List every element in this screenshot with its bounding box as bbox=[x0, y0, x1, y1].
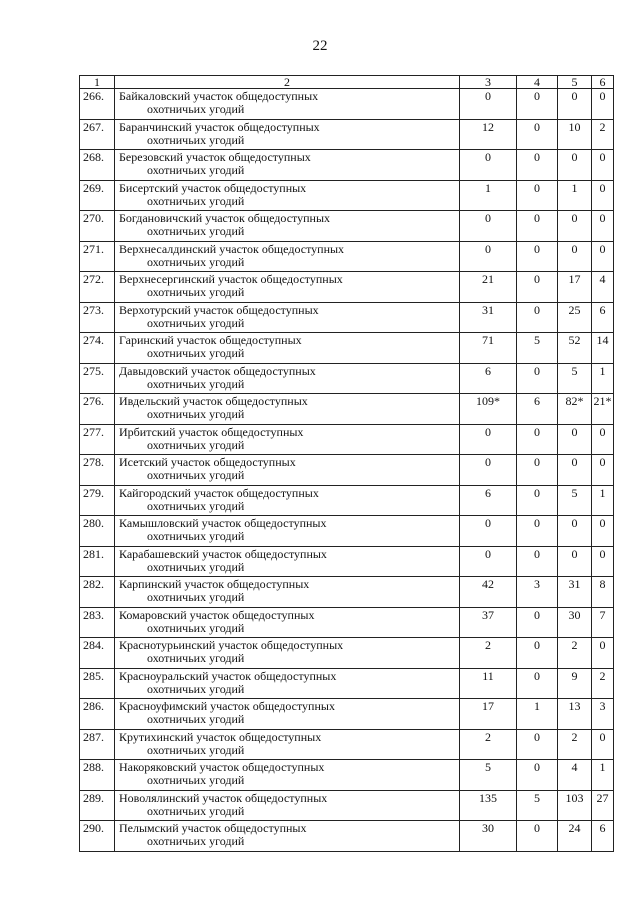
area-name-cell bbox=[115, 638, 460, 669]
value-cell-c4: 0 bbox=[517, 638, 558, 669]
value-cell-c5: 0 bbox=[558, 546, 592, 577]
value-cell-c4: 5 bbox=[517, 333, 558, 364]
value-cell-c5: 17 bbox=[558, 272, 592, 303]
value-cell-c4: 5 bbox=[517, 790, 558, 821]
area-name-line-2: охотничьих угодий bbox=[147, 803, 245, 818]
value-cell-c3: 31 bbox=[460, 302, 517, 333]
value-cell-c6: 2 bbox=[592, 119, 614, 150]
row-number-cell: 282. bbox=[80, 577, 115, 608]
area-name-line-2: охотничьих угодий bbox=[147, 559, 245, 574]
row-number-cell: 277. bbox=[80, 424, 115, 455]
row-number-cell: 284. bbox=[80, 638, 115, 669]
value-cell-c3: 11 bbox=[460, 668, 517, 699]
area-name-line-2: охотничьих угодий bbox=[147, 773, 245, 787]
column-header: 6 bbox=[592, 76, 614, 89]
area-name-line-1: Богдановичский участок общедоступных bbox=[119, 211, 331, 225]
value-cell-c6: 0 bbox=[592, 638, 614, 669]
area-name-line-2: охотничьих угодий bbox=[147, 346, 245, 360]
value-cell-c4: 0 bbox=[517, 211, 558, 242]
table-row bbox=[80, 668, 614, 699]
table-row bbox=[80, 699, 614, 730]
value-cell-c6: 0 bbox=[592, 211, 614, 242]
row-number-cell: 269. bbox=[80, 180, 115, 211]
table-row bbox=[80, 89, 614, 120]
value-cell-c6: 6 bbox=[592, 302, 614, 333]
value-cell-c4: 0 bbox=[517, 516, 558, 547]
value-cell-c6: 3 bbox=[592, 699, 614, 730]
area-name-line-1: Комаровский участок общедоступных bbox=[119, 607, 315, 622]
value-cell-c4: 3 bbox=[517, 577, 558, 608]
area-name-line-1: Байкаловский участок общедоступных bbox=[119, 89, 319, 103]
value-cell-c6: 27 bbox=[592, 790, 614, 821]
value-cell-c5: 4 bbox=[558, 760, 592, 791]
value-cell-c6: 14 bbox=[592, 333, 614, 364]
value-cell-c5: 13 bbox=[558, 699, 592, 730]
area-name-cell bbox=[115, 89, 460, 120]
value-cell-c5: 0 bbox=[558, 241, 592, 272]
row-number-cell: 290. bbox=[80, 821, 115, 852]
table-row bbox=[80, 211, 614, 242]
column-header: 5 bbox=[558, 76, 592, 89]
value-cell-c6: 0 bbox=[592, 424, 614, 455]
area-name-cell bbox=[115, 546, 460, 577]
value-cell-c3: 2 bbox=[460, 638, 517, 669]
hunting-grounds-table-container bbox=[79, 75, 613, 852]
value-cell-c5: 103 bbox=[558, 790, 592, 821]
column-header: 3 bbox=[460, 76, 517, 89]
table-row bbox=[80, 516, 614, 547]
area-name-cell bbox=[115, 790, 460, 821]
value-cell-c4: 0 bbox=[517, 546, 558, 577]
area-name-cell bbox=[115, 760, 460, 791]
value-cell-c4: 0 bbox=[517, 607, 558, 638]
table-header-row bbox=[80, 76, 614, 89]
area-name-line-1: Крутихинский участок общедоступных bbox=[119, 729, 322, 744]
value-cell-c4: 0 bbox=[517, 180, 558, 211]
area-name-cell bbox=[115, 699, 460, 730]
value-cell-c4: 0 bbox=[517, 455, 558, 486]
table-row bbox=[80, 272, 614, 303]
value-cell-c3: 1 bbox=[460, 180, 517, 211]
row-number-cell: 268. bbox=[80, 150, 115, 181]
table-row bbox=[80, 241, 614, 272]
area-name-cell bbox=[115, 821, 460, 852]
area-name-cell bbox=[115, 241, 460, 272]
area-name-line-1: Баранчинский участок общедоступных bbox=[119, 119, 320, 134]
area-name-line-1: Исетский участок общедоступных bbox=[119, 455, 296, 469]
area-name-cell bbox=[115, 333, 460, 364]
area-name-cell bbox=[115, 394, 460, 425]
row-number-cell: 289. bbox=[80, 790, 115, 821]
value-cell-c3: 109* bbox=[460, 394, 517, 425]
value-cell-c5: 82* bbox=[558, 394, 592, 425]
row-number-cell: 285. bbox=[80, 668, 115, 699]
area-name-cell bbox=[115, 363, 460, 394]
row-number-cell: 280. bbox=[80, 516, 115, 547]
table-row bbox=[80, 119, 614, 150]
area-name-line-1: Верхотурский участок общедоступных bbox=[119, 302, 319, 317]
area-name-line-1: Бисертский участок общедоступных bbox=[119, 180, 307, 195]
value-cell-c3: 0 bbox=[460, 89, 517, 120]
value-cell-c5: 52 bbox=[558, 333, 592, 364]
value-cell-c4: 0 bbox=[517, 241, 558, 272]
table-body bbox=[80, 89, 614, 852]
area-name-cell bbox=[115, 455, 460, 486]
area-name-line-2: охотничьих угодий bbox=[147, 315, 245, 330]
row-number-cell: 279. bbox=[80, 485, 115, 516]
area-name-cell bbox=[115, 180, 460, 211]
value-cell-c4: 6 bbox=[517, 394, 558, 425]
area-name-cell bbox=[115, 211, 460, 242]
value-cell-c3: 21 bbox=[460, 272, 517, 303]
area-name-line-1: Красноуфимский участок общедоступных bbox=[119, 699, 335, 713]
value-cell-c3: 12 bbox=[460, 119, 517, 150]
value-cell-c5: 0 bbox=[558, 455, 592, 486]
area-name-line-2: охотничьих угодий bbox=[147, 681, 245, 696]
value-cell-c3: 2 bbox=[460, 729, 517, 760]
row-number-cell: 287. bbox=[80, 729, 115, 760]
area-name-line-2: охотничьих угодий bbox=[147, 285, 245, 299]
row-number-cell: 273. bbox=[80, 302, 115, 333]
area-name-line-2: охотничьих угодий bbox=[147, 651, 245, 665]
value-cell-c4: 0 bbox=[517, 485, 558, 516]
area-name-cell bbox=[115, 668, 460, 699]
table-row bbox=[80, 424, 614, 455]
table-row bbox=[80, 821, 614, 852]
value-cell-c5: 0 bbox=[558, 89, 592, 120]
area-name-line-2: охотничьих угодий bbox=[147, 224, 245, 238]
value-cell-c6: 0 bbox=[592, 546, 614, 577]
table-row bbox=[80, 607, 614, 638]
area-name-line-1: Накоряковский участок общедоступных bbox=[119, 760, 325, 774]
value-cell-c4: 0 bbox=[517, 302, 558, 333]
area-name-line-2: охотничьих угодий bbox=[147, 468, 245, 482]
area-name-cell bbox=[115, 607, 460, 638]
value-cell-c6: 1 bbox=[592, 363, 614, 394]
table-row bbox=[80, 302, 614, 333]
value-cell-c6: 8 bbox=[592, 577, 614, 608]
row-number-cell: 286. bbox=[80, 699, 115, 730]
value-cell-c5: 30 bbox=[558, 607, 592, 638]
area-name-cell bbox=[115, 272, 460, 303]
value-cell-c5: 0 bbox=[558, 211, 592, 242]
area-name-line-1: Красноуральский участок общедоступных bbox=[119, 668, 337, 683]
value-cell-c5: 0 bbox=[558, 516, 592, 547]
value-cell-c6: 0 bbox=[592, 729, 614, 760]
row-number-cell: 270. bbox=[80, 211, 115, 242]
value-cell-c5: 10 bbox=[558, 119, 592, 150]
value-cell-c4: 0 bbox=[517, 760, 558, 791]
area-name-line-2: охотничьих угодий bbox=[147, 834, 245, 848]
value-cell-c4: 0 bbox=[517, 668, 558, 699]
row-number-cell: 278. bbox=[80, 455, 115, 486]
area-name-cell bbox=[115, 485, 460, 516]
value-cell-c5: 1 bbox=[558, 180, 592, 211]
row-number-cell: 288. bbox=[80, 760, 115, 791]
value-cell-c3: 30 bbox=[460, 821, 517, 852]
value-cell-c6: 1 bbox=[592, 760, 614, 791]
value-cell-c4: 0 bbox=[517, 119, 558, 150]
value-cell-c5: 25 bbox=[558, 302, 592, 333]
value-cell-c3: 0 bbox=[460, 516, 517, 547]
area-name-line-2: охотничьих угодий bbox=[147, 132, 245, 147]
area-name-line-2: охотничьих угодий bbox=[147, 529, 245, 543]
value-cell-c4: 0 bbox=[517, 821, 558, 852]
row-number-cell: 271. bbox=[80, 241, 115, 272]
value-cell-c3: 0 bbox=[460, 424, 517, 455]
area-name-line-2: охотничьих угодий bbox=[147, 590, 245, 604]
row-number-cell: 266. bbox=[80, 89, 115, 120]
area-name-cell bbox=[115, 424, 460, 455]
area-name-line-1: Новолялинский участок общедоступных bbox=[119, 790, 328, 805]
area-name-line-1: Кайгородский участок общедоступных bbox=[119, 485, 319, 500]
table-row bbox=[80, 485, 614, 516]
area-name-line-2: охотничьих угодий bbox=[147, 437, 245, 452]
row-number-cell: 276. bbox=[80, 394, 115, 425]
area-name-line-1: Верхнесалдинский участок общедоступных bbox=[119, 241, 345, 256]
area-name-line-2: охотничьих угодий bbox=[147, 102, 245, 116]
value-cell-c3: 0 bbox=[460, 150, 517, 181]
table-row bbox=[80, 455, 614, 486]
value-cell-c6: 4 bbox=[592, 272, 614, 303]
value-cell-c4: 0 bbox=[517, 272, 558, 303]
value-cell-c4: 0 bbox=[517, 89, 558, 120]
value-cell-c4: 1 bbox=[517, 699, 558, 730]
area-name-cell bbox=[115, 302, 460, 333]
value-cell-c3: 0 bbox=[460, 211, 517, 242]
table-row bbox=[80, 790, 614, 821]
area-name-line-2: охотничьих угодий bbox=[147, 712, 245, 726]
area-name-line-2: охотничьих угодий bbox=[147, 742, 245, 757]
value-cell-c6: 2 bbox=[592, 668, 614, 699]
area-name-line-1: Камышловский участок общедоступных bbox=[119, 516, 327, 530]
row-number-cell: 283. bbox=[80, 607, 115, 638]
value-cell-c6: 7 bbox=[592, 607, 614, 638]
area-name-line-2: охотничьих угодий bbox=[147, 376, 245, 391]
area-name-line-2: охотничьих угодий bbox=[147, 254, 245, 269]
area-name-line-2: охотничьих угодий bbox=[147, 193, 245, 208]
row-number-cell: 267. bbox=[80, 119, 115, 150]
value-cell-c3: 0 bbox=[460, 241, 517, 272]
column-header: 2 bbox=[115, 76, 460, 89]
value-cell-c3: 6 bbox=[460, 363, 517, 394]
column-header: 1 bbox=[80, 76, 115, 89]
hunting-grounds-table bbox=[79, 75, 614, 852]
value-cell-c6: 6 bbox=[592, 821, 614, 852]
page-number: 22 bbox=[312, 38, 328, 54]
value-cell-c6: 0 bbox=[592, 516, 614, 547]
value-cell-c5: 24 bbox=[558, 821, 592, 852]
table-row bbox=[80, 150, 614, 181]
value-cell-c3: 17 bbox=[460, 699, 517, 730]
value-cell-c5: 5 bbox=[558, 363, 592, 394]
area-name-line-1: Верхнесергинский участок общедоступных bbox=[119, 272, 343, 286]
table-row bbox=[80, 180, 614, 211]
value-cell-c6: 21* bbox=[592, 394, 614, 425]
row-number-cell: 272. bbox=[80, 272, 115, 303]
area-name-cell bbox=[115, 150, 460, 181]
value-cell-c4: 0 bbox=[517, 363, 558, 394]
area-name-cell bbox=[115, 577, 460, 608]
value-cell-c5: 9 bbox=[558, 668, 592, 699]
value-cell-c3: 42 bbox=[460, 577, 517, 608]
value-cell-c6: 0 bbox=[592, 455, 614, 486]
value-cell-c6: 0 bbox=[592, 150, 614, 181]
table-row bbox=[80, 638, 614, 669]
table-row bbox=[80, 546, 614, 577]
value-cell-c6: 0 bbox=[592, 241, 614, 272]
area-name-cell bbox=[115, 729, 460, 760]
value-cell-c3: 0 bbox=[460, 455, 517, 486]
value-cell-c5: 5 bbox=[558, 485, 592, 516]
area-name-line-2: охотничьих угодий bbox=[147, 498, 245, 513]
row-number-cell: 275. bbox=[80, 363, 115, 394]
area-name-line-1: Давыдовский участок общедоступных bbox=[119, 363, 316, 378]
row-number-cell: 281. bbox=[80, 546, 115, 577]
area-name-line-1: Краснотурьинский участок общедоступных bbox=[119, 638, 344, 652]
area-name-line-2: охотничьих угодий bbox=[147, 620, 245, 635]
area-name-line-1: Ирбитский участок общедоступных bbox=[119, 424, 304, 439]
area-name-line-1: Карпинский участок общедоступных bbox=[119, 577, 310, 591]
value-cell-c3: 37 bbox=[460, 607, 517, 638]
value-cell-c4: 0 bbox=[517, 150, 558, 181]
area-name-line-1: Ивдельский участок общедоступных bbox=[119, 394, 308, 408]
table-row bbox=[80, 577, 614, 608]
table-row bbox=[80, 363, 614, 394]
value-cell-c5: 0 bbox=[558, 424, 592, 455]
value-cell-c6: 0 bbox=[592, 180, 614, 211]
value-cell-c4: 0 bbox=[517, 729, 558, 760]
column-header: 4 bbox=[517, 76, 558, 89]
value-cell-c5: 2 bbox=[558, 638, 592, 669]
row-number-cell: 274. bbox=[80, 333, 115, 364]
table-row bbox=[80, 729, 614, 760]
area-name-line-2: охотничьих угодий bbox=[147, 163, 245, 177]
value-cell-c3: 0 bbox=[460, 546, 517, 577]
table-row bbox=[80, 333, 614, 364]
value-cell-c5: 2 bbox=[558, 729, 592, 760]
value-cell-c5: 31 bbox=[558, 577, 592, 608]
table-row bbox=[80, 760, 614, 791]
area-name-cell bbox=[115, 119, 460, 150]
value-cell-c3: 5 bbox=[460, 760, 517, 791]
area-name-line-1: Пелымский участок общедоступных bbox=[119, 821, 307, 835]
table-row bbox=[80, 394, 614, 425]
value-cell-c6: 1 bbox=[592, 485, 614, 516]
value-cell-c3: 71 bbox=[460, 333, 517, 364]
area-name-line-1: Гаринский участок общедоступных bbox=[119, 333, 302, 347]
value-cell-c3: 6 bbox=[460, 485, 517, 516]
area-name-cell bbox=[115, 516, 460, 547]
value-cell-c3: 135 bbox=[460, 790, 517, 821]
value-cell-c5: 0 bbox=[558, 150, 592, 181]
value-cell-c4: 0 bbox=[517, 424, 558, 455]
value-cell-c6: 0 bbox=[592, 89, 614, 120]
area-name-line-1: Карабашевский участок общедоступных bbox=[119, 546, 327, 561]
area-name-line-2: охотничьих угодий bbox=[147, 407, 245, 421]
area-name-line-1: Березовский участок общедоступных bbox=[119, 150, 311, 164]
